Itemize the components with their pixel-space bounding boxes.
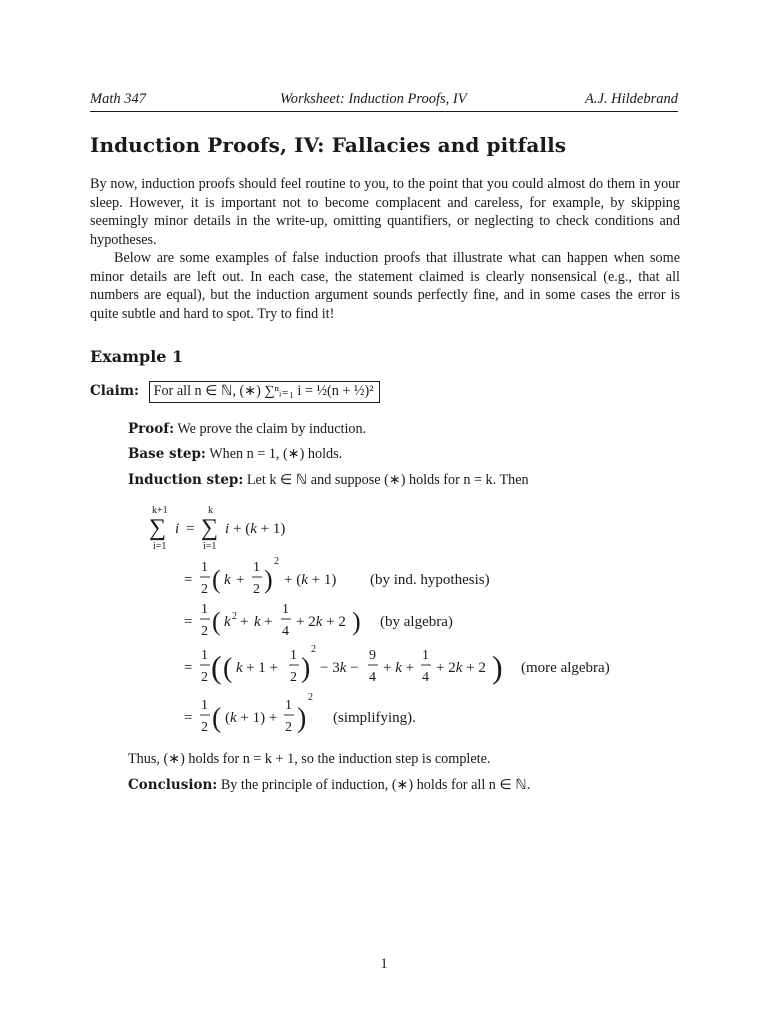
- claim-text: For all n ∈ ℕ, (∗) ∑ⁿᵢ₌₁ i = ½(n + ½)²: [153, 383, 374, 399]
- sum-2-upper-limit: k: [208, 505, 213, 516]
- proof-label: Proof:: [128, 421, 175, 437]
- svg-text:=: =: [184, 660, 193, 676]
- svg-text:1: 1: [290, 648, 297, 663]
- base-step-label: Base step:: [128, 446, 206, 462]
- svg-text:1: 1: [201, 648, 208, 663]
- derivation-block: [140, 500, 640, 740]
- svg-text:=: =: [184, 710, 193, 726]
- sum-2-lower-limit: i=1: [203, 541, 217, 552]
- svg-text:+ 1 +: + 1 +: [246, 660, 278, 676]
- base-step-text: When n = 1, (∗) holds.: [209, 446, 343, 462]
- svg-text:): ): [301, 653, 311, 684]
- claim: [90, 381, 380, 403]
- sum-1-upper-limit: k+1: [152, 505, 168, 516]
- header-rule: [90, 111, 678, 112]
- note-ind-hypothesis: (by ind. hypothesis): [370, 572, 490, 588]
- conclusion-line: [128, 777, 530, 794]
- intro-paragraph-2: [90, 249, 680, 323]
- svg-text:+ (k + 1): + (k + 1): [284, 572, 337, 588]
- line-1-tail: + (k + 1): [233, 521, 286, 537]
- svg-text:+: +: [264, 614, 273, 630]
- svg-text:2: 2: [201, 670, 208, 685]
- svg-text:2: 2: [201, 720, 208, 735]
- header-author: A.J. Hildebrand: [584, 91, 678, 107]
- proof-text: We prove the claim by induction.: [177, 421, 367, 437]
- intro-paragraph-1: By now, induction proofs should feel routine to you, to the point that you could almost do them in your sleep. However, it is important not to become complacent and careless, for example, by skipping seemingly minor details in the write-up, omitting quantifiers, or neglecting to check conditions and hypotheses.: [90, 176, 680, 248]
- derivation-line-2: [184, 556, 490, 597]
- sum-1-sigma: ∑: [149, 515, 167, 541]
- svg-text:+: +: [236, 572, 245, 588]
- svg-text:1: 1: [282, 602, 289, 617]
- svg-text:=: =: [184, 572, 193, 588]
- thus-line: Thus, (∗) holds for n = k + 1, so the induction step is complete.: [128, 751, 491, 767]
- svg-text:+ k +: + k +: [383, 660, 415, 676]
- svg-text:2: 2: [253, 582, 260, 597]
- header-worksheet-title: Worksheet: Induction Proofs, IV: [280, 91, 467, 107]
- svg-text:k: k: [254, 614, 261, 630]
- svg-text:+ 2k + 2: + 2k + 2: [436, 660, 486, 676]
- svg-text:4: 4: [282, 624, 289, 639]
- eq-sign-1: =: [186, 521, 195, 537]
- svg-text:): ): [492, 649, 503, 685]
- note-simplifying: (simplifying).: [333, 710, 416, 726]
- intro-paragraph-2-text: Below are some examples of false induction proofs that illustrate what can happen when some minor details are left out. In each case, the statement claimed is clearly nonsensical (e.g., that all numbers are equal), but the induction argument sounds perfectly fine, and in some cases the error is quite subtle and hard to spot. Try to find it!: [90, 250, 680, 322]
- sum-2-sigma: ∑: [201, 515, 219, 541]
- svg-text:(: (: [211, 649, 222, 685]
- svg-text:4: 4: [369, 670, 376, 685]
- derivation-line-5: [184, 692, 416, 735]
- example-heading: Example 1: [90, 347, 184, 366]
- page-title: Induction Proofs, IV: Fallacies and pitfalls: [90, 133, 567, 157]
- note-by-algebra: (by algebra): [380, 614, 453, 630]
- svg-text:k: k: [224, 572, 231, 588]
- svg-text:k: k: [236, 660, 243, 676]
- svg-text:(k + 1) +: (k + 1) +: [225, 710, 278, 726]
- page-number: 1: [380, 956, 388, 972]
- svg-text:9: 9: [369, 648, 376, 663]
- derivation-line-4: [184, 644, 610, 685]
- svg-text:− 3k −: − 3k −: [320, 660, 359, 676]
- sum-2-index: i: [225, 521, 230, 537]
- proof-line: [128, 421, 366, 438]
- svg-text:4: 4: [422, 670, 429, 685]
- svg-text:): ): [297, 703, 307, 734]
- svg-text:+ 2k + 2: + 2k + 2: [296, 614, 346, 630]
- svg-text:2: 2: [232, 611, 237, 622]
- sum-1-lower-limit: i=1: [153, 541, 167, 552]
- derivation-line-3: [184, 602, 453, 639]
- svg-text:+: +: [240, 614, 249, 630]
- svg-text:1: 1: [422, 648, 429, 663]
- svg-text:(: (: [223, 653, 233, 684]
- svg-text:2: 2: [290, 670, 297, 685]
- conclusion-label: Conclusion:: [128, 777, 218, 793]
- svg-text:2: 2: [201, 582, 208, 597]
- svg-text:(: (: [212, 607, 221, 636]
- claim-label: Claim:: [90, 383, 140, 399]
- derivation-line-1: [149, 505, 285, 552]
- svg-text:1: 1: [201, 560, 208, 575]
- running-header: [90, 91, 678, 111]
- svg-text:): ): [264, 565, 273, 594]
- svg-text:2: 2: [274, 556, 279, 567]
- svg-text:1: 1: [201, 698, 208, 713]
- induction-step-text: Let k ∈ ℕ and suppose (∗) holds for n = k. Then: [246, 472, 529, 488]
- svg-text:2: 2: [201, 624, 208, 639]
- conclusion-text: By the principle of induction, (∗) holds for all n ∈ ℕ.: [220, 777, 531, 793]
- svg-text:(: (: [212, 703, 222, 734]
- claim-box: [149, 381, 380, 403]
- svg-text:k: k: [224, 614, 231, 630]
- sum-1-index: i: [175, 521, 180, 537]
- svg-text:1: 1: [253, 560, 260, 575]
- svg-text:=: =: [184, 614, 193, 630]
- base-step-line: [128, 446, 342, 463]
- svg-text:(: (: [212, 565, 221, 594]
- header-course: Math 347: [90, 91, 146, 107]
- svg-text:2: 2: [308, 692, 313, 703]
- induction-step-label: Induction step:: [128, 472, 244, 488]
- svg-text:1: 1: [201, 602, 208, 617]
- svg-text:2: 2: [285, 720, 292, 735]
- svg-text:2: 2: [311, 644, 316, 655]
- svg-text:1: 1: [285, 698, 292, 713]
- svg-text:): ): [352, 607, 361, 636]
- induction-step-line: [128, 472, 529, 489]
- note-more-algebra: (more algebra): [521, 660, 610, 676]
